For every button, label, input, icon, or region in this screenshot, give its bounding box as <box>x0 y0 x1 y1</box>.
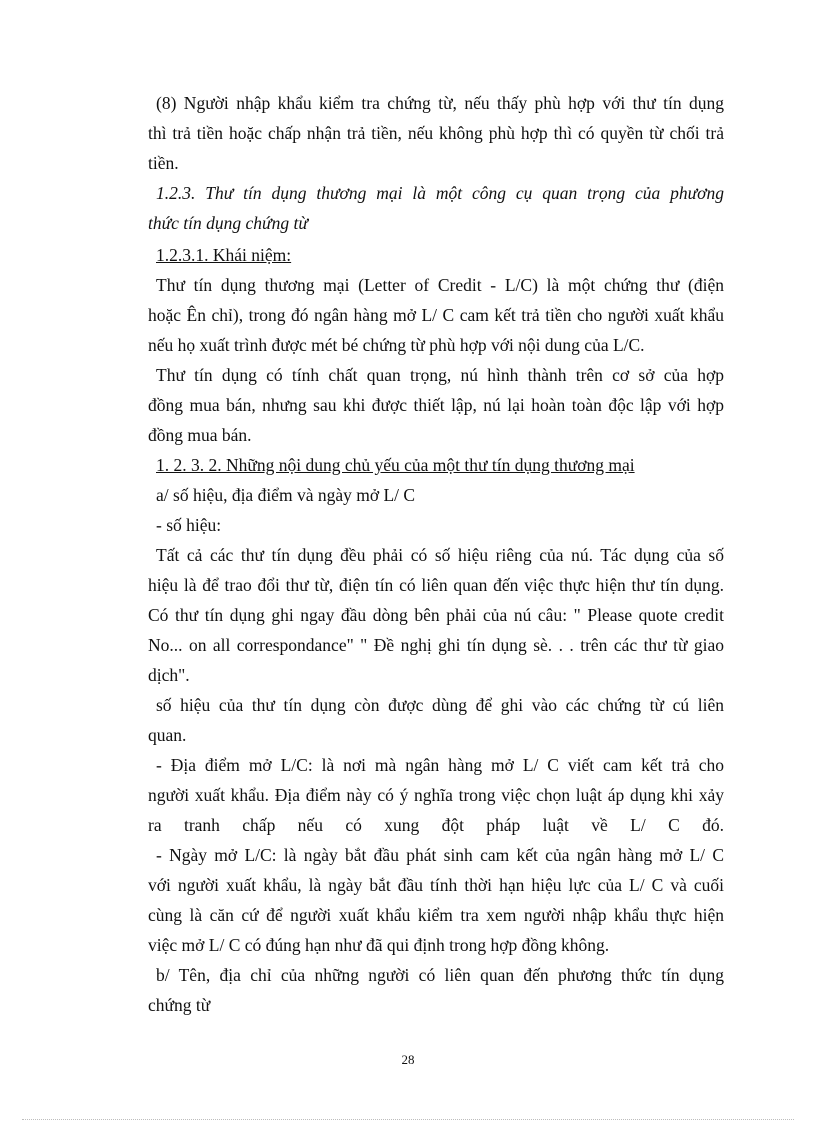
text-line: dịch". <box>148 665 190 685</box>
text-line: hoặc Ên chỉ), trong đó ngân hàng mở L/ C cam kết trả tiền cho người xuất khẩu <box>148 305 724 325</box>
text-line: Tất cả các thư tín dụng đều phải có số hiệu riêng của nú. Tác dụng của số <box>156 545 724 565</box>
text-line: - Ngày mở L/C: là ngày bắt đầu phát sinh cam kết của ngân hàng mở L/ C <box>156 845 724 865</box>
text-line: hiệu là để trao đổi thư từ, điện tín có liên quan đến việc thực hiện thư tín dụng. <box>148 575 724 595</box>
text-line: (8) Người nhập khẩu kiểm tra chứng từ, nếu thấy phù hợp với thư tín dụng <box>156 93 724 113</box>
text-line: thì trả tiền hoặc chấp nhận trả tiền, nếu không phù hợp thì có quyền từ chối trả <box>148 123 724 143</box>
text-line: 1.2.3. Thư tín dụng thương mại là một công cụ quan trọng của phương <box>156 183 724 203</box>
text-line: tiền. <box>148 153 179 173</box>
text-line: ra tranh chấp nếu có xung đột pháp luật về L/ C đó. <box>148 815 724 835</box>
text-line: 1. 2. 3. 2. Những nội dung chủ yếu của một thư tín dụng thương mại <box>156 455 635 475</box>
text-line: việc mở L/ C có đúng hạn như đã qui định trong hợp đồng không. <box>148 935 610 955</box>
text-line: quan. <box>148 725 187 745</box>
text-line: với người xuất khẩu, là ngày bắt đầu tính thời hạn hiệu lực của L/ C và cuối <box>148 875 724 895</box>
text-line: - Địa điểm mở L/C: là nơi mà ngân hàng mở L/ C viết cam kết trả cho <box>156 755 724 775</box>
text-line: cùng là căn cứ để người xuất khẩu kiểm tra xem người nhập khẩu thực hiện <box>148 905 724 925</box>
text-line: Có thư tín dụng ghi ngay đầu dòng bên phải của nú câu: " Please quote credit <box>148 605 724 625</box>
page-number: 28 <box>401 1052 415 1067</box>
text-line: No... on all correspondance" " Đề nghị ghi tín dụng sè. . . trên các thư từ giao <box>148 635 724 655</box>
text-line: - số hiệu: <box>156 515 222 535</box>
text-line: đồng mua bán. <box>148 425 252 445</box>
text-line: đồng mua bán, nhưng sau khi được thiết lập, nú lại hoàn toàn độc lập với hợp <box>148 395 724 415</box>
text-line: Thư tín dụng thương mại (Letter of Credit - L/C) là một chứng thư (điện <box>156 275 724 295</box>
text-line: Thư tín dụng có tính chất quan trọng, nú hình thành trên cơ sở của hợp <box>156 365 724 385</box>
text-line: thức tín dụng chứng từ <box>148 213 308 233</box>
text-line: b/ Tên, địa chỉ của những người có liên quan đến phương thức tín dụng <box>156 965 724 985</box>
text-line: chứng từ <box>148 995 211 1015</box>
page-bottom-divider <box>22 1119 794 1120</box>
text-line: nếu họ xuất trình được mét bé chứng từ phù hợp với nội dung của L/C. <box>148 335 645 355</box>
text-line: 1.2.3.1. Khái niệm: <box>156 245 292 265</box>
text-line: người xuất khẩu. Địa điểm này có ý nghĩa trong việc chọn luật áp dụng khi xảy <box>148 785 724 805</box>
text-line: số hiệu của thư tín dụng còn được dùng để ghi vào các chứng từ cú liên <box>156 695 724 715</box>
text-line: a/ số hiệu, địa điểm và ngày mở L/ C <box>156 485 416 505</box>
